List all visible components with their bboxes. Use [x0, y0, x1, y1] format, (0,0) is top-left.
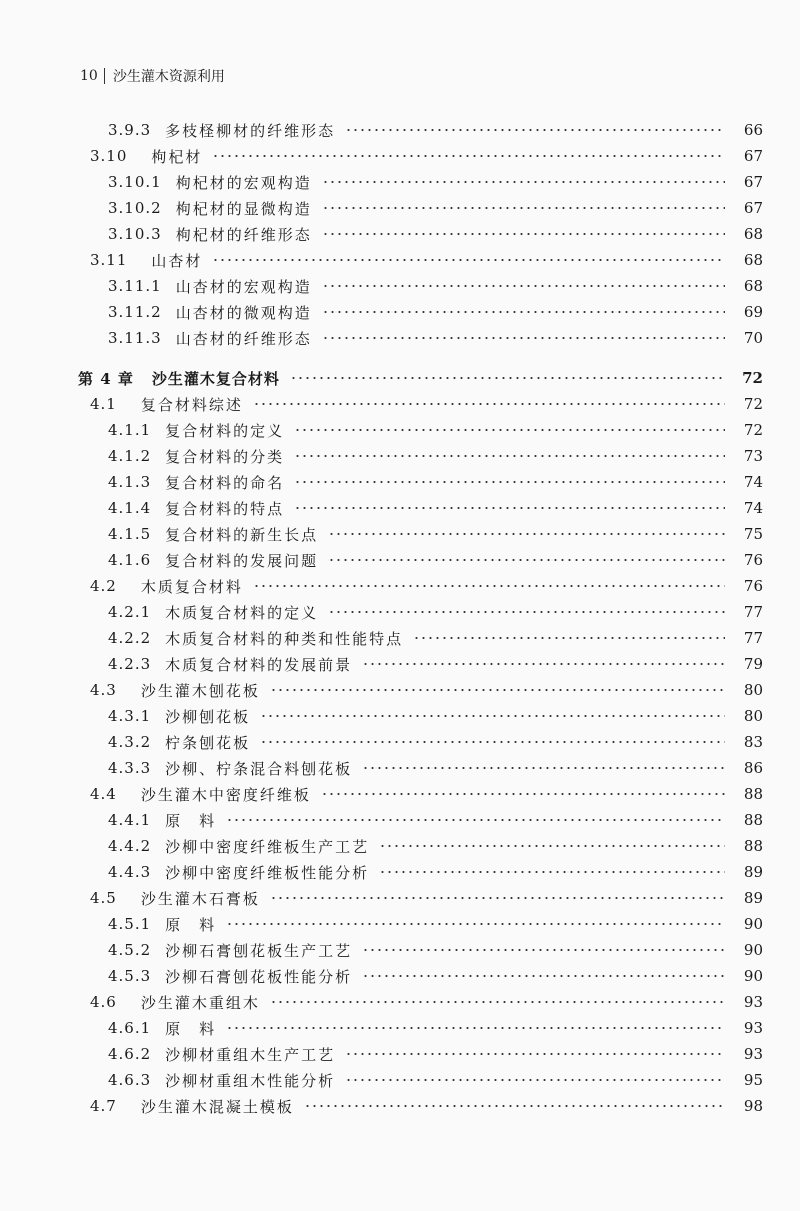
- toc-entry-page: 83: [743, 733, 763, 751]
- toc-subsection-entry[interactable]: [0, 911, 800, 937]
- toc-leader-dots: [290, 376, 725, 380]
- toc-entry-number: 3.10.3: [108, 225, 162, 243]
- toc-entry-page: 67: [743, 173, 763, 191]
- toc-entry-page: 76: [743, 551, 763, 569]
- toc-entry-page: 67: [743, 147, 763, 165]
- toc-entry-number: 4.2.1: [108, 603, 152, 621]
- toc-entry-page: 75: [743, 525, 763, 543]
- toc-entry-title: 木质复合材料的定义: [165, 603, 319, 622]
- toc-entry-number: 4.3.3: [108, 759, 152, 777]
- toc-entry-number: 4.4.2: [108, 837, 152, 855]
- toc-subsection-entry[interactable]: [0, 625, 800, 651]
- toc-entry-page: 69: [743, 303, 763, 321]
- toc-entry-number: 4.1.3: [108, 473, 152, 491]
- toc-entry-page: 98: [743, 1097, 763, 1115]
- toc-entry-number: 3.11.1: [108, 277, 162, 295]
- toc-subsection-entry[interactable]: [0, 651, 800, 677]
- toc-entry-title: 沙柳中密度纤维板性能分析: [165, 863, 370, 882]
- toc-entry-page: 89: [743, 889, 763, 907]
- toc-entry-page: 73: [743, 447, 763, 465]
- toc-leader-dots: [322, 310, 725, 314]
- toc-entry-page: 77: [743, 603, 763, 621]
- header-divider: [104, 68, 105, 84]
- toc-entry-title: 原 料: [165, 915, 217, 934]
- toc-entry-number: 4.1.5: [108, 525, 152, 543]
- toc-subsection-entry[interactable]: [0, 833, 800, 859]
- toc-entry-title: 沙柳刨花板: [165, 707, 251, 726]
- toc-subsection-entry[interactable]: [0, 1067, 800, 1093]
- toc-leader-dots: [226, 1026, 725, 1030]
- toc-entry-page: 93: [743, 1045, 763, 1063]
- toc-entry-number: 4.2.2: [108, 629, 152, 647]
- toc-leader-dots: [270, 896, 725, 900]
- toc-subsection-entry[interactable]: [0, 495, 800, 521]
- toc-entry-title: 枸杞材的显微构造: [175, 199, 312, 218]
- toc-subsection-entry[interactable]: [0, 859, 800, 885]
- toc-leader-dots: [294, 428, 725, 432]
- toc-entry-number: 4.3.1: [108, 707, 152, 725]
- toc-entry-page: 90: [743, 941, 763, 959]
- toc-entry-title: 原 料: [165, 811, 217, 830]
- toc-entry-number: 3.11.2: [108, 303, 162, 321]
- toc-leader-dots: [322, 180, 725, 184]
- toc-entry-page: 88: [743, 837, 763, 855]
- toc-entry-title: 沙生灌木刨花板: [140, 681, 260, 700]
- toc-leader-dots: [270, 688, 725, 692]
- toc-entry-title: 沙生灌木复合材料: [151, 369, 280, 388]
- toc-leader-dots: [362, 662, 725, 666]
- toc-entry-number: 4.6.2: [108, 1045, 152, 1063]
- toc-leader-dots: [294, 506, 725, 510]
- toc-entry-title: 山杏材的纤维形态: [175, 329, 312, 348]
- toc-entry-title: 木质复合材料的发展前景: [165, 655, 353, 674]
- toc-entry-title: 木质复合材料: [140, 577, 243, 596]
- toc-subsection-entry[interactable]: [0, 117, 800, 143]
- toc-entry-title: 复合材料的命名: [165, 473, 285, 492]
- book-title: 沙生灌木资源利用: [112, 69, 225, 85]
- toc-entry-title: 原 料: [165, 1019, 217, 1038]
- toc-entry-number: 4.1.6: [108, 551, 152, 569]
- toc-leader-dots: [294, 454, 725, 458]
- toc-entry-page: 74: [743, 499, 763, 517]
- toc-entry-title: 枸杞材的纤维形态: [175, 225, 312, 244]
- toc-entry-page: 86: [743, 759, 763, 777]
- toc-entry-title: 沙生灌木混凝土模板: [140, 1097, 294, 1116]
- toc-leader-dots: [345, 1078, 725, 1082]
- toc-entry-number: 4.6: [90, 993, 117, 1011]
- toc-entry-title: 复合材料的新生长点: [165, 525, 319, 544]
- toc-section-entry[interactable]: [0, 1093, 800, 1119]
- toc-entry-title: 复合材料的分类: [165, 447, 285, 466]
- toc-entry-number: 4.4.3: [108, 863, 152, 881]
- toc-leader-dots: [260, 740, 725, 744]
- toc-leader-dots: [328, 532, 725, 536]
- toc-section-entry[interactable]: [0, 677, 800, 703]
- toc-subsection-entry[interactable]: [0, 963, 800, 989]
- toc-subsection-entry[interactable]: [0, 1015, 800, 1041]
- toc-entry-page: 68: [743, 225, 763, 243]
- toc-leader-dots: [322, 206, 725, 210]
- toc-entry-title: 枸杞材的宏观构造: [175, 173, 312, 192]
- toc-entry-number: 4.7: [90, 1097, 117, 1115]
- toc-entry-title: 柠条刨花板: [165, 733, 251, 752]
- toc-entry-page: 95: [743, 1071, 763, 1089]
- toc-leader-dots: [294, 480, 725, 484]
- toc-entry-number: 4.4.1: [108, 811, 152, 829]
- toc-subsection-entry[interactable]: [0, 729, 800, 755]
- toc-leader-dots: [270, 1000, 725, 1004]
- toc-entry-title: 复合材料的特点: [165, 499, 285, 518]
- toc-subsection-entry[interactable]: [0, 169, 800, 195]
- toc-entry-title: 山杏材: [151, 251, 203, 270]
- toc-entry-page: 72: [742, 369, 763, 387]
- toc-entry-page: 80: [743, 681, 763, 699]
- toc-entry-number: 第 4 章: [78, 369, 134, 388]
- toc-leader-dots: [322, 284, 725, 288]
- toc-subsection-entry[interactable]: [0, 417, 800, 443]
- toc-entry-page: 88: [743, 811, 763, 829]
- toc-section-entry[interactable]: [0, 573, 800, 599]
- toc-entry-title: 沙柳、柠条混合料刨花板: [165, 759, 353, 778]
- toc-entry-page: 66: [743, 121, 763, 139]
- toc-entry-number: 4.1: [90, 395, 117, 413]
- toc-entry-title: 复合材料综述: [140, 395, 243, 414]
- toc-entry-page: 74: [743, 473, 763, 491]
- page-number: 10: [80, 68, 98, 84]
- toc-entry-number: 3.10: [90, 147, 128, 165]
- toc-subsection-entry[interactable]: [0, 599, 800, 625]
- toc-leader-dots: [253, 584, 725, 588]
- toc-subsection-entry[interactable]: [0, 807, 800, 833]
- toc-entry-title: 山杏材的宏观构造: [175, 277, 312, 296]
- toc-leader-dots: [212, 154, 725, 158]
- toc-leader-dots: [379, 844, 725, 848]
- toc-entry-page: 68: [743, 277, 763, 295]
- toc-subsection-entry[interactable]: [0, 1041, 800, 1067]
- toc-leader-dots: [226, 922, 725, 926]
- toc-leader-dots: [345, 128, 725, 132]
- toc-entry-number: 3.10.2: [108, 199, 162, 217]
- toc-leader-dots: [226, 818, 725, 822]
- toc-entry-number: 3.11.3: [108, 329, 162, 347]
- toc-entry-page: 72: [743, 395, 763, 413]
- toc-entry-number: 4.5.2: [108, 941, 152, 959]
- toc-leader-dots: [322, 336, 725, 340]
- toc-entry-number: 3.11: [90, 251, 128, 269]
- toc-section-entry[interactable]: [0, 247, 800, 273]
- toc-subsection-entry[interactable]: [0, 273, 800, 299]
- toc-section-entry[interactable]: [0, 885, 800, 911]
- toc-leader-dots: [304, 1104, 725, 1108]
- toc-entry-title: 复合材料的定义: [165, 421, 285, 440]
- toc-subsection-entry[interactable]: [0, 221, 800, 247]
- toc-entry-title: 沙柳材重组木性能分析: [165, 1071, 336, 1090]
- toc-entry-title: 沙柳石膏刨花板性能分析: [165, 967, 353, 986]
- toc-entry-title: 沙柳石膏刨花板生产工艺: [165, 941, 353, 960]
- toc-entry-number: 4.5: [90, 889, 117, 907]
- toc-entry-page: 93: [743, 1019, 763, 1037]
- toc-entry-page: 76: [743, 577, 763, 595]
- toc-entry-number: 4.6.1: [108, 1019, 152, 1037]
- toc-section-entry[interactable]: [0, 143, 800, 169]
- toc-leader-dots: [345, 1052, 725, 1056]
- toc-entry-title: 枸杞材: [151, 147, 203, 166]
- running-header: [80, 66, 225, 86]
- toc-entry-title: 多枝柽柳材的纤维形态: [165, 121, 336, 140]
- toc-entry-title: 沙生灌木石膏板: [140, 889, 260, 908]
- toc-entry-number: 4.5.3: [108, 967, 152, 985]
- toc-leader-dots: [362, 948, 725, 952]
- toc-entry-title: 沙生灌木中密度纤维板: [140, 785, 311, 804]
- toc-leader-dots: [379, 870, 725, 874]
- toc-section-entry[interactable]: [0, 781, 800, 807]
- toc-entry-number: 4.4: [90, 785, 117, 803]
- toc-entry-page: 90: [743, 915, 763, 933]
- toc-subsection-entry[interactable]: [0, 195, 800, 221]
- toc-entry-page: 72: [743, 421, 763, 439]
- toc-leader-dots: [328, 610, 725, 614]
- toc-section-entry[interactable]: [0, 391, 800, 417]
- toc-subsection-entry[interactable]: [0, 547, 800, 573]
- toc-entry-title: 复合材料的发展问题: [165, 551, 319, 570]
- toc-entry-title: 山杏材的微观构造: [175, 303, 312, 322]
- toc-entry-number: 4.2: [90, 577, 117, 595]
- toc-leader-dots: [362, 766, 725, 770]
- toc-entry-number: 4.3: [90, 681, 117, 699]
- toc-subsection-entry[interactable]: [0, 937, 800, 963]
- toc-entry-page: 70: [743, 329, 763, 347]
- toc-section-entry[interactable]: [0, 989, 800, 1015]
- toc-subsection-entry[interactable]: [0, 521, 800, 547]
- toc-subsection-entry[interactable]: [0, 703, 800, 729]
- toc-entry-title: 木质复合材料的种类和性能特点: [165, 629, 404, 648]
- toc-subsection-entry[interactable]: [0, 299, 800, 325]
- toc-entry-page: 93: [743, 993, 763, 1011]
- toc-subsection-entry[interactable]: [0, 469, 800, 495]
- toc-entry-page: 79: [743, 655, 763, 673]
- toc-entry-page: 80: [743, 707, 763, 725]
- toc-entry-number: 4.1.1: [108, 421, 152, 439]
- toc-entry-page: 89: [743, 863, 763, 881]
- toc-entry-number: 4.1.4: [108, 499, 152, 517]
- toc-leader-dots: [413, 636, 725, 640]
- toc-leader-dots: [322, 232, 725, 236]
- toc-entry-number: 3.10.1: [108, 173, 162, 191]
- toc-entry-page: 90: [743, 967, 763, 985]
- toc-leader-dots: [328, 558, 725, 562]
- toc-leader-dots: [212, 258, 725, 262]
- toc-leader-dots: [260, 714, 725, 718]
- toc-subsection-entry[interactable]: [0, 755, 800, 781]
- toc-entry-page: 67: [743, 199, 763, 217]
- toc-entry-number: 4.2.3: [108, 655, 152, 673]
- toc-entry-title: 沙柳材重组木生产工艺: [165, 1045, 336, 1064]
- toc-entry-number: 4.1.2: [108, 447, 152, 465]
- toc-chapter-entry[interactable]: [0, 365, 800, 391]
- toc-subsection-entry[interactable]: [0, 325, 800, 351]
- toc-leader-dots: [362, 974, 725, 978]
- toc-entry-number: 4.3.2: [108, 733, 152, 751]
- toc-entry-title: 沙柳中密度纤维板生产工艺: [165, 837, 370, 856]
- toc-entry-number: 4.6.3: [108, 1071, 152, 1089]
- toc-entry-number: 4.5.1: [108, 915, 152, 933]
- toc-entry-number: 3.9.3: [108, 121, 152, 139]
- toc-leader-dots: [253, 402, 725, 406]
- toc-leader-dots: [321, 792, 725, 796]
- toc-entry-page: 68: [743, 251, 763, 269]
- toc-subsection-entry[interactable]: [0, 443, 800, 469]
- toc-entry-page: 77: [743, 629, 763, 647]
- toc-entry-title: 沙生灌木重组木: [140, 993, 260, 1012]
- toc-entry-page: 88: [743, 785, 763, 803]
